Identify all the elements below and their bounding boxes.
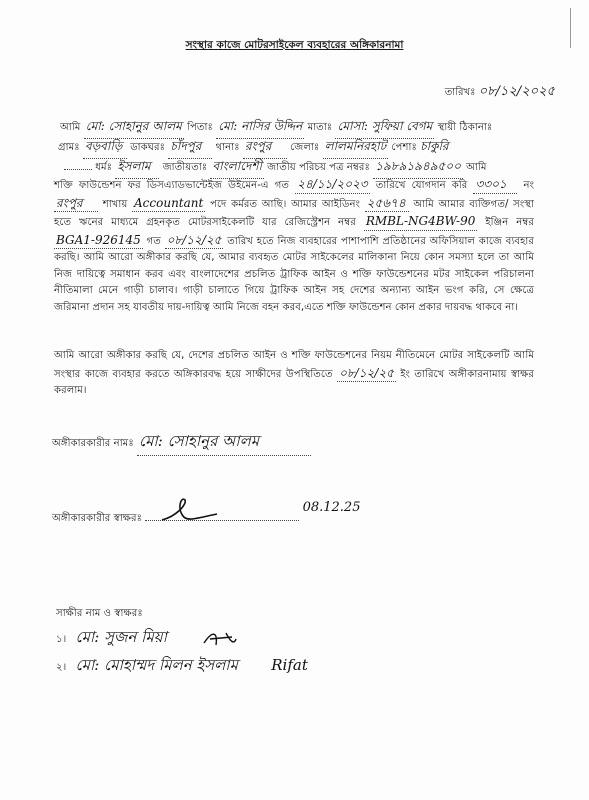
registration-number: RMBL-NG4BW-90 [364, 213, 478, 231]
usage-start-date: ০৮/১২/২৫ [165, 232, 224, 250]
p1-text-a: শক্তি ফাউন্ডেশন ফর ডিসএ্যাডভান্টেইজ উইমেন-এ গত [54, 180, 290, 191]
religion-value: ইসলাম [115, 158, 159, 179]
post-label: ডাকঘরঃ [130, 142, 166, 153]
address-label: স্থায়ী ঠিকানাঃ [437, 122, 493, 133]
declarant-signature-line [145, 520, 299, 521]
thana-label: থানাঃ [215, 142, 240, 153]
p2-text-a: আমি আরো অঙ্গীকার করছি যে, দেশের প্রচলিত আইন ও শক্তি ফাউন্ডেশনের নিয়ম নীতিমেনে মোটর সাইকেলটি আমি সংস্থার কাজে ব্যবহার করতে অঙ্গিকারবদ্ধ হয়ে সাক্ষীদের উপস্থিতিতে [54, 350, 534, 380]
branch-code: ৩৩০১ [473, 176, 517, 194]
mother-label: মাতাঃ [307, 122, 333, 133]
ami-label-2: আমি [466, 162, 487, 173]
nid-value: ১৯৮৯১৯৪৯৫০০ [373, 158, 463, 179]
paragraph-commitment [54, 176, 534, 316]
join-date: ২৪/১১/২০২৩ [295, 176, 369, 194]
branch-name: রংপুর [54, 195, 98, 213]
declarant-name-value: মো: সোহানুর আলম [137, 430, 311, 456]
village-value: বড়বাড়ি [83, 138, 127, 159]
witness-label: সাক্ষীর নাম ও স্বাক্ষরঃ [56, 608, 143, 619]
witness-2-number: ২। [56, 662, 67, 673]
declarant-signature-label: অঙ্গীকারকারীর স্বাক্ষরঃ [52, 513, 143, 524]
nationality-label: জাতীয়তাঃ [162, 162, 208, 173]
declarant-signature-date: 08.12.25 [302, 500, 361, 515]
engine-number: BGA1-926145 [54, 232, 143, 250]
p1-text-h: ইঞ্জিন নম্বর [485, 217, 534, 228]
declarant-name-label: অঙ্গীকারকারীর নামঃ [52, 438, 134, 449]
occupation-value: চাকুরি [420, 139, 449, 153]
district-value: লালমনিরহাট [323, 138, 389, 159]
p1-text-g: আমি আমার ব্যক্তিগত/ সংস্থা হতে ঋনের মাধ্যমে গ্রহনকৃত মোটরসাইকেলটি যার রেজিস্ট্রেশন নম্বর [54, 198, 534, 228]
witness-2-row [56, 654, 308, 679]
signing-date: ০৮/১২/২৫ [337, 365, 396, 383]
thana-value: রংপুর [243, 138, 287, 159]
religion-label: ধর্মঃ [95, 162, 113, 173]
p1-text-j: তারিখ হতে নিজ ব্যবহারের পাশাপাশি প্রতিষ্ঠানের অফিসিয়াল কাজে ব্যবহার করছি। আমি আরো অঙ্গীকার করছি যে, আমার ব্যবহৃত মোটর সাইকেলের মালিকানা নিয়ে কোন সমস্যা হলে তা আমি নিজ দায়িত্বে সমাধান করব এবং বাংলাদেশের প্রচলিত ট্রাফিক আইন ও শক্তি ফাউন্ডেশনের মটর সাইকেল পরিচালনা নীতিমালা মেনে গাড়ী চালাব। গাড়ী চালাতে গিয়ে ট্রাফিক আইন সহ দেশের অন্যান্য আইন ভংগ করি, সে ক্ষেত্রে জরিমানা প্রদান সহ যাবতীয় দায়-দায়িত্ব আমি নিজে বহন করব,এতে শক্তি ফাউন্ডেশন কোন প্রকার দায়বদ্ধ থাকবে না। [54, 235, 534, 313]
ami-label: আমি [60, 122, 81, 133]
employee-id: ২৫৬৭৪ [365, 195, 409, 213]
district-label: জেলাঃ [290, 142, 320, 153]
declarant-name-row [52, 430, 311, 456]
identity-line-1 [60, 118, 492, 139]
witness-1-signature-scribble [200, 627, 240, 651]
mother-name: মোসা: সুফিয়া বেগম [335, 118, 434, 139]
designation: Accountant [132, 195, 205, 213]
witness-2-name: মো: মোহাম্মদ মিলন ইসলাম [75, 656, 238, 674]
applicant-name: মো: সোহানুর আলম [84, 118, 184, 139]
p1-text-c: নং [523, 180, 535, 191]
nid-label: জাতীয় পরিচয় পত্র নম্বরঃ [267, 162, 370, 173]
witness-1-row [56, 626, 240, 651]
witness-2-signature: Rifat [271, 656, 308, 674]
paragraph-undertaking [54, 348, 534, 400]
nationality-value: বাংলাদেশী [210, 158, 263, 179]
identity-line-2 [58, 138, 449, 159]
date-row [445, 82, 555, 103]
declarant-signature-scribble [157, 494, 227, 528]
p1-text-i: গত [146, 235, 161, 247]
p1-text-e: পদে কর্মরত আছি। আমার [210, 198, 318, 210]
occupation-label: পেশাঃ [391, 142, 417, 153]
p1-text-f: আইডিনং [321, 198, 360, 210]
father-label: পিতাঃ [187, 122, 213, 133]
witness-1-name: মো: সুজন মিয়া [75, 628, 167, 646]
declarant-signature-row [52, 500, 361, 528]
p2-text-b: ইং তারিখে অঙ্গীকারনামায় স্বাক্ষর করলাম। [54, 368, 534, 396]
witness-1-number: ১। [56, 634, 67, 645]
post-value: চাঁদপুর [168, 138, 212, 159]
date-value: ০৮/১২/২০২৫ [478, 84, 555, 99]
p1-text-d: শাখায় [102, 198, 128, 210]
father-name: মো: নাসির উদ্দিন [216, 118, 304, 139]
village-label: গ্রামঃ [58, 142, 80, 153]
document-title: সংস্থার কাজে মোটরসাইকেল ব্যবহারের অঙ্গিকারনামা [185, 39, 404, 51]
date-label: তারিখঃ [444, 87, 476, 98]
p1-text-b: তারিখে যোগদান করি [375, 180, 468, 191]
religion-prefix-blank [64, 169, 92, 170]
